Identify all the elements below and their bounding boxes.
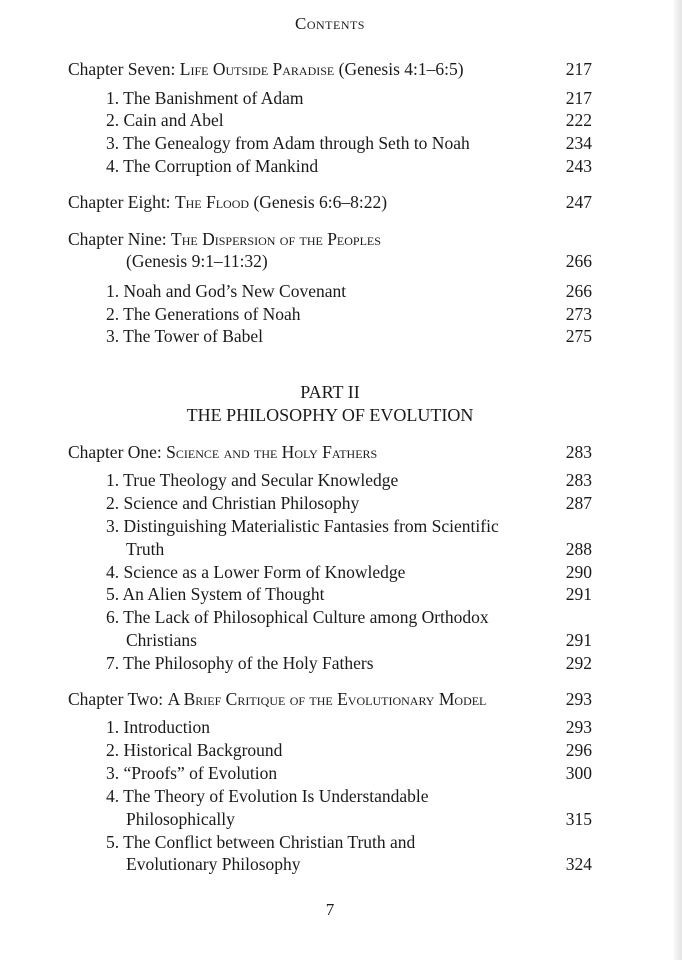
page-number: 293 bbox=[565, 689, 592, 709]
toc-entry[interactable]: 5. The Conflict between Christian Truth and bbox=[106, 832, 416, 852]
toc-entry[interactable]: 1. True Theology and Secular Knowledge bbox=[106, 470, 399, 490]
page-number: 288 bbox=[565, 539, 592, 559]
toc-entry[interactable]: 7. The Philosophy of the Holy Fathers bbox=[106, 653, 374, 673]
page-number: 324 bbox=[565, 854, 592, 874]
page-number: 283 bbox=[565, 442, 592, 462]
page-number: 266 bbox=[565, 251, 592, 271]
chapter-prefix: Chapter One: bbox=[68, 442, 167, 462]
chapter-seven-heading[interactable] bbox=[68, 58, 464, 80]
page-number: 222 bbox=[565, 110, 592, 130]
page-number: 287 bbox=[565, 493, 592, 513]
page-number: 291 bbox=[565, 584, 592, 604]
toc-entry[interactable]: 1. The Banishment of Adam bbox=[106, 88, 304, 108]
chapter-two-heading[interactable] bbox=[68, 688, 486, 710]
chapter-title: Science and the Holy Fathers bbox=[166, 442, 378, 462]
part-title: THE PHILOSOPHY OF EVOLUTION bbox=[186, 405, 474, 425]
toc-entry[interactable]: 2. Historical Background bbox=[106, 740, 283, 760]
chapter-prefix: Chapter Two: bbox=[68, 689, 168, 709]
page-number: 300 bbox=[565, 763, 592, 783]
toc-entry-continuation[interactable]: Philosophically bbox=[126, 809, 235, 829]
chapter-prefix: Chapter Seven: bbox=[68, 59, 180, 79]
toc-entry[interactable]: 3. Distinguishing Materialistic Fantasies from Scientific bbox=[106, 516, 499, 536]
page-folio: 7 bbox=[325, 900, 335, 919]
chapter-eight-heading[interactable] bbox=[68, 191, 387, 213]
toc-entry[interactable]: 1. Introduction bbox=[106, 717, 211, 737]
chapter-title: A Brief Critique of the Evolutionary Model bbox=[167, 689, 487, 709]
toc-entry-continuation[interactable]: Christians bbox=[126, 630, 197, 650]
toc-entry[interactable]: 4. The Corruption of Mankind bbox=[106, 156, 319, 176]
running-header: Contents bbox=[294, 14, 365, 33]
toc-entry-continuation[interactable]: Evolutionary Philosophy bbox=[126, 854, 301, 874]
chapter-nine-heading[interactable] bbox=[68, 228, 381, 250]
toc-entry[interactable]: 1. Noah and God’s New Covenant bbox=[106, 281, 347, 301]
page-number: 273 bbox=[565, 304, 592, 324]
page-number: 290 bbox=[565, 562, 592, 582]
chapter-prefix: Chapter Eight: bbox=[68, 192, 175, 212]
part-number: PART II bbox=[300, 382, 360, 402]
chapter-title: The Flood bbox=[174, 192, 250, 212]
page-number: 234 bbox=[565, 133, 592, 153]
chapter-reference: (Genesis 4:1–6:5) bbox=[334, 59, 464, 79]
toc-entry[interactable]: 6. The Lack of Philosophical Culture among Orthodox bbox=[106, 607, 489, 627]
chapter-title: Life Outside Paradise bbox=[179, 59, 335, 79]
page-number: 247 bbox=[565, 192, 592, 212]
page-number: 293 bbox=[565, 717, 592, 737]
toc-entry[interactable]: 3. The Tower of Babel bbox=[106, 326, 264, 346]
toc-entry[interactable]: 3. The Genealogy from Adam through Seth to Noah bbox=[106, 133, 470, 153]
page-number: 315 bbox=[565, 809, 592, 829]
toc-entry[interactable]: 4. Science as a Lower Form of Knowledge bbox=[106, 562, 406, 582]
page-number: 275 bbox=[565, 326, 592, 346]
toc-entry[interactable]: 4. The Theory of Evolution Is Understandable bbox=[106, 786, 429, 806]
chapter-prefix: Chapter Nine: bbox=[68, 229, 172, 249]
toc-entry[interactable]: 2. The Generations of Noah bbox=[106, 304, 301, 324]
page-number: 283 bbox=[565, 470, 592, 490]
page-number: 292 bbox=[565, 653, 592, 673]
page-number: 243 bbox=[565, 156, 592, 176]
toc-entry[interactable]: 2. Science and Christian Philosophy bbox=[106, 493, 360, 513]
chapter-reference: (Genesis 6:6–8:22) bbox=[249, 192, 388, 212]
chapter-one-heading[interactable] bbox=[68, 441, 377, 463]
toc-entry[interactable]: 3. “Proofs” of Evolution bbox=[106, 763, 278, 783]
toc-entry[interactable]: 5. An Alien System of Thought bbox=[106, 584, 325, 604]
page-number: 296 bbox=[565, 740, 592, 760]
page-number: 217 bbox=[565, 59, 592, 79]
page-edge-shadow bbox=[672, 0, 682, 960]
chapter-reference: (Genesis 9:1–11:32) bbox=[126, 251, 268, 271]
page-number: 266 bbox=[565, 281, 592, 301]
toc-entry-continuation[interactable]: Truth bbox=[126, 539, 165, 559]
toc-entry[interactable]: 2. Cain and Abel bbox=[106, 110, 224, 130]
chapter-title: The Dispersion of the Peoples bbox=[171, 229, 381, 249]
page-number: 291 bbox=[565, 630, 592, 650]
page-number: 217 bbox=[565, 88, 592, 108]
